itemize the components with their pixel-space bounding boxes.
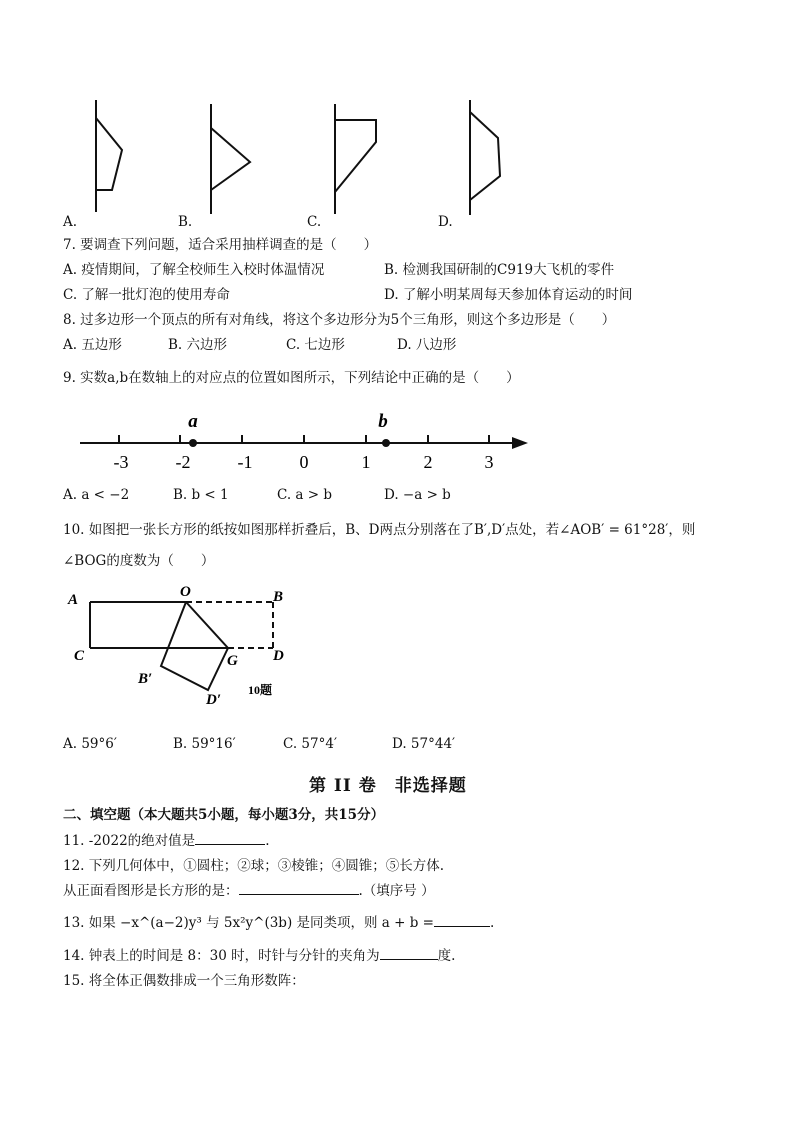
q8-option-c[interactable]: C. 七边形 [286,337,345,353]
label-B: B [273,589,284,605]
q14-text: 14. 钟表上的时间是 8：30 时，时针与分针的夹角为 [63,948,380,964]
q10-option-d[interactable]: D. 57°44′ [392,736,456,752]
q11-text: 11. -2022的绝对值是 [63,833,196,849]
q13-text: 13. 如果 −x^(a−2)y³ 与 5x²y^(3b) 是同类项，则 a + b = [63,915,434,931]
point-a [189,439,197,447]
q10-stem-line1: 10. 如图把一张长方形的纸按如图那样折叠后，B、D两点分别落在了B′,D′点处，若∠AOB′ = 61°28′，则 [63,522,696,538]
q15-stem: 15. 将全体正偶数排成一个三角形数阵： [63,973,305,989]
q7-option-a[interactable]: A. 疫情期间，了解全校师生入校时体温情况 [63,262,325,278]
q8-option-b[interactable]: B. 六边形 [168,337,228,353]
label-b: b [378,411,388,432]
tick-label: -3 [113,452,129,472]
q8-option-d[interactable]: D. 八边形 [397,337,457,353]
q6-option-a[interactable]: A. [63,214,78,230]
q8-stem: 8. 过多边形一个顶点的所有对角线，将这个多边形分为5个三角形，则这个多边形是（ ） [63,312,616,328]
label-A: A [68,592,79,608]
q9-stem: 9. 实数a,b在数轴上的对应点的位置如图所示，下列结论中正确的是（ ） [63,370,520,386]
tick-label: 3 [484,452,494,472]
q9-number-line [70,400,540,480]
q6-figure-c [335,104,376,214]
q7-option-c[interactable]: C. 了解一批灯泡的使用寿命 [63,287,230,303]
label-a: a [188,411,198,432]
q13-period: . [489,915,495,931]
q7-option-d[interactable]: D. 了解小明某周每天参加体育运动的时间 [384,287,633,303]
q9-option-c[interactable]: C. a > b [277,487,333,503]
q6-figure-a [96,100,122,212]
q6-figures [60,90,520,230]
arrow-icon [512,437,528,449]
q10-option-a[interactable]: A. 59°6′ [63,736,117,752]
tick-label: 1 [361,452,371,472]
tick-label: -1 [237,452,253,472]
section-title: 第 II 卷 非选择题 [309,776,467,796]
point-b [382,439,390,447]
q10-figure [60,580,330,710]
label-C: C [74,648,85,664]
label-D: D [273,648,284,664]
label-Bprime: B′ [138,671,153,687]
q10-option-b[interactable]: B. 59°16′ [173,736,236,752]
q8-option-a[interactable]: A. 五边形 [63,337,122,353]
q7-stem: 7. 要调查下列问题，适合采用抽样调查的是（ ） [63,237,378,253]
q9-option-d[interactable]: D. −a > b [384,487,451,503]
label-Dprime: D′ [206,692,222,708]
q14 [63,947,455,965]
q12-answer-blank[interactable] [239,882,359,895]
tick-label: 0 [299,452,309,472]
q6-option-b[interactable]: B. [178,214,193,230]
q12-line2 [63,882,435,900]
q12-hint: .（填序号 ） [358,883,435,899]
q14-unit: 度. [437,948,456,964]
q6-option-c[interactable]: C. [307,214,322,230]
q11-answer-blank[interactable] [195,832,265,845]
q10-option-c[interactable]: C. 57°4′ [283,736,338,752]
tick-label: -2 [175,452,191,472]
q7-option-b[interactable]: B. 检测我国研制的C919大飞机的零件 [384,262,615,278]
q10-stem-line2: ∠BOG的度数为（ ） [63,553,215,569]
q6-figure-d [470,100,500,215]
tick-label: 2 [423,452,433,472]
label-G: G [227,653,238,669]
q6-option-d[interactable]: D. [438,214,453,230]
q12-text: 从正面看图形是长方形的是： [63,883,239,899]
label-O: O [180,584,191,600]
q13-answer-blank[interactable] [434,914,490,927]
q11 [63,832,269,850]
q9-option-b[interactable]: B. b < 1 [173,487,229,503]
q6-figure-b [211,104,250,214]
q13 [63,914,494,932]
figure-caption: 10题 [248,683,273,697]
q14-answer-blank[interactable] [380,947,438,960]
q11-period: . [265,833,270,849]
fill-in-heading: 二、填空题（本大题共5小题，每小题3分，共15分） [63,807,385,823]
q12-line1: 12. 下列几何体中，①圆柱；②球；③棱锥；④圆锥；⑤长方体. [63,858,445,874]
q9-option-a[interactable]: A. a < −2 [63,487,130,503]
